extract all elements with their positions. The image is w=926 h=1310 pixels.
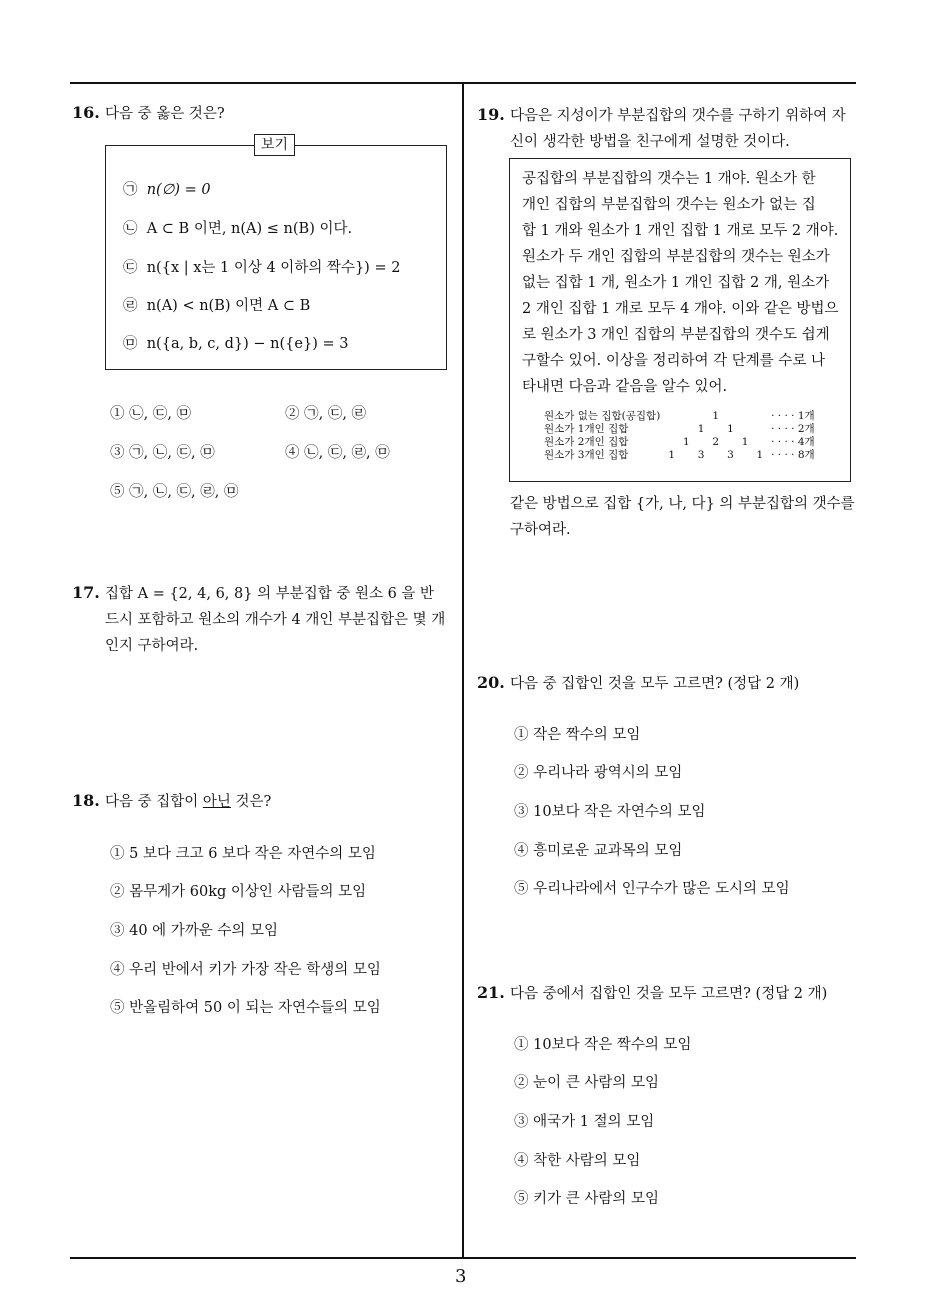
explanation-line: 원소가 두 개인 집합의 부분집합의 갯수는 원소가 [522,249,830,265]
triangle-row: 원소가 2개인 집합 1 2 1 · · · · 4개 [544,436,815,448]
question-number: 20. [477,673,505,692]
example-box-label: 보기 [254,134,295,156]
question-number: 18. [72,791,100,810]
triangle-row: 원소가 1개인 집합 1 1 · · · · 2개 [544,423,815,435]
item-text: n({a, b, c, d}) − n({e}) = 3 [146,336,349,352]
item-text: A ⊂ B 이면, n(A) ≤ n(B) 이다. [146,221,353,237]
question-number: 16. [72,103,100,122]
choice-1[interactable]: ① 5 보다 크고 6 보다 작은 자연수의 모임 [110,846,376,862]
bottom-rule [70,1257,856,1259]
item-text: n({x | x는 1 이상 4 이하의 짝수}) = 2 [146,260,401,276]
choice-1[interactable]: ① 작은 짝수의 모임 [514,727,641,743]
question-text-line-2: 신이 생각한 방법을 친구에게 설명한 것이다. [510,134,790,150]
choice-5[interactable]: ⑤ 반올림하여 50 이 되는 자연수들의 모임 [110,1000,381,1016]
example-item-1 [123,178,211,199]
choice-1[interactable]: ① ㉡, ㉢, ㉤ [110,406,192,422]
choice-3[interactable]: ③ ㉠, ㉡, ㉢, ㉤ [110,445,215,461]
choice-2[interactable]: ② 우리나라 광역시의 모임 [514,765,683,781]
item-text: n(∅) = 0 [146,182,211,198]
question-text: 다음 중 옳은 것은? [105,106,225,122]
page-number: 3 [455,1266,467,1287]
explanation-line: 공집합의 부분집합의 갯수는 1 개야. 원소가 한 [522,171,816,187]
question-text-line-1: 집합 A = {2, 4, 6, 8} 의 부분집합 중 원소 6 을 반 [105,586,435,602]
question-text: 다음 중에서 집합인 것을 모두 고르면? (정답 2 개) [510,986,828,1002]
choice-5[interactable]: ⑤ 키가 큰 사람의 모임 [514,1191,659,1207]
subset-count-triangle [540,410,819,462]
example-item-2 [123,217,352,238]
explanation-line: 없는 집합 1 개, 원소가 1 개인 집합 2 개, 원소가 [522,275,830,291]
question-text: 다음 중 집합인 것을 모두 고르면? (정답 2 개) [510,676,800,692]
question-text-line-3: 인지 구하여라. [105,638,199,654]
item-text: n(A) < n(B) 이면 A ⊂ B [146,298,311,314]
column-divider [462,83,464,1258]
choice-5[interactable]: ⑤ ㉠, ㉡, ㉢, ㉣, ㉤ [110,484,239,500]
item-mark: ㉡ [123,221,138,237]
question-text: 다음 중 집합이 아닌 것은? [105,794,272,810]
question-text-line-2: 드시 포함하고 원소의 개수가 4 개인 부분집합은 몇 개 [105,612,446,628]
question-prompt-line-1: 같은 방법으로 집합 {가, 나, 다} 의 부분집합의 갯수를 [510,496,855,512]
choice-3[interactable]: ③ 40 에 가까운 수의 모임 [110,923,279,939]
question-number: 19. [477,105,505,124]
item-mark: ㉤ [123,336,138,352]
question-text-line-1: 다음은 지성이가 부분집합의 갯수를 구하기 위하여 자 [510,108,846,124]
question-prompt-line-2: 구하여라. [510,522,571,538]
explanation-text [522,166,839,400]
triangle-row: 원소가 없는 집합(공집합) 1 · · · · 1개 [544,410,815,422]
example-item-4 [123,294,310,315]
emphasis-underline: 아닌 [202,794,231,810]
choice-3[interactable]: ③ 10보다 작은 자연수의 모임 [514,804,706,820]
explanation-line: 2 개인 집합 1 개로 모두 4 개야. 이와 같은 방법으 [522,301,839,317]
explanation-line: 합 1 개와 원소가 1 개인 집합 1 개로 모두 2 개야. [522,223,839,239]
triangle-row: 원소가 3개인 집합 1 3 3 1 · · · · 8개 [544,449,815,461]
explanation-line: 로 원소가 3 개인 집합의 부분집합의 갯수도 쉽게 [522,327,830,343]
choice-3[interactable]: ③ 애국가 1 절의 모임 [514,1114,655,1130]
explanation-line: 구할수 있어. 이상을 정리하여 각 단계를 수로 나 [522,353,826,369]
example-item-3 [123,256,400,277]
choice-4[interactable]: ④ 착한 사람의 모임 [514,1153,641,1169]
choice-4[interactable]: ④ 우리 반에서 키가 가장 작은 학생의 모임 [110,962,381,978]
choice-2[interactable]: ② 몸무게가 60kg 이상인 사람들의 모임 [110,884,367,900]
item-mark: ㉢ [123,260,138,276]
item-mark: ㉠ [123,182,138,198]
explanation-line: 개인 집합의 부분집합의 갯수는 원소가 없는 집 [522,197,816,213]
choice-4[interactable]: ④ 흥미로운 교과목의 모임 [514,843,683,859]
choice-5[interactable]: ⑤ 우리나라에서 인구수가 많은 도시의 모임 [514,881,790,897]
example-item-5 [123,332,348,353]
choice-2[interactable]: ② ㉠, ㉢, ㉣ [285,406,367,422]
question-number: 21. [477,983,505,1002]
choice-2[interactable]: ② 눈이 큰 사람의 모임 [514,1075,659,1091]
question-number: 17. [72,583,100,602]
explanation-line: 타내면 다음과 같음을 알수 있어. [522,379,728,395]
choice-1[interactable]: ① 10보다 작은 짝수의 모임 [514,1037,692,1053]
item-mark: ㉣ [123,298,138,314]
choice-4[interactable]: ④ ㉡, ㉢, ㉣, ㉤ [285,445,390,461]
